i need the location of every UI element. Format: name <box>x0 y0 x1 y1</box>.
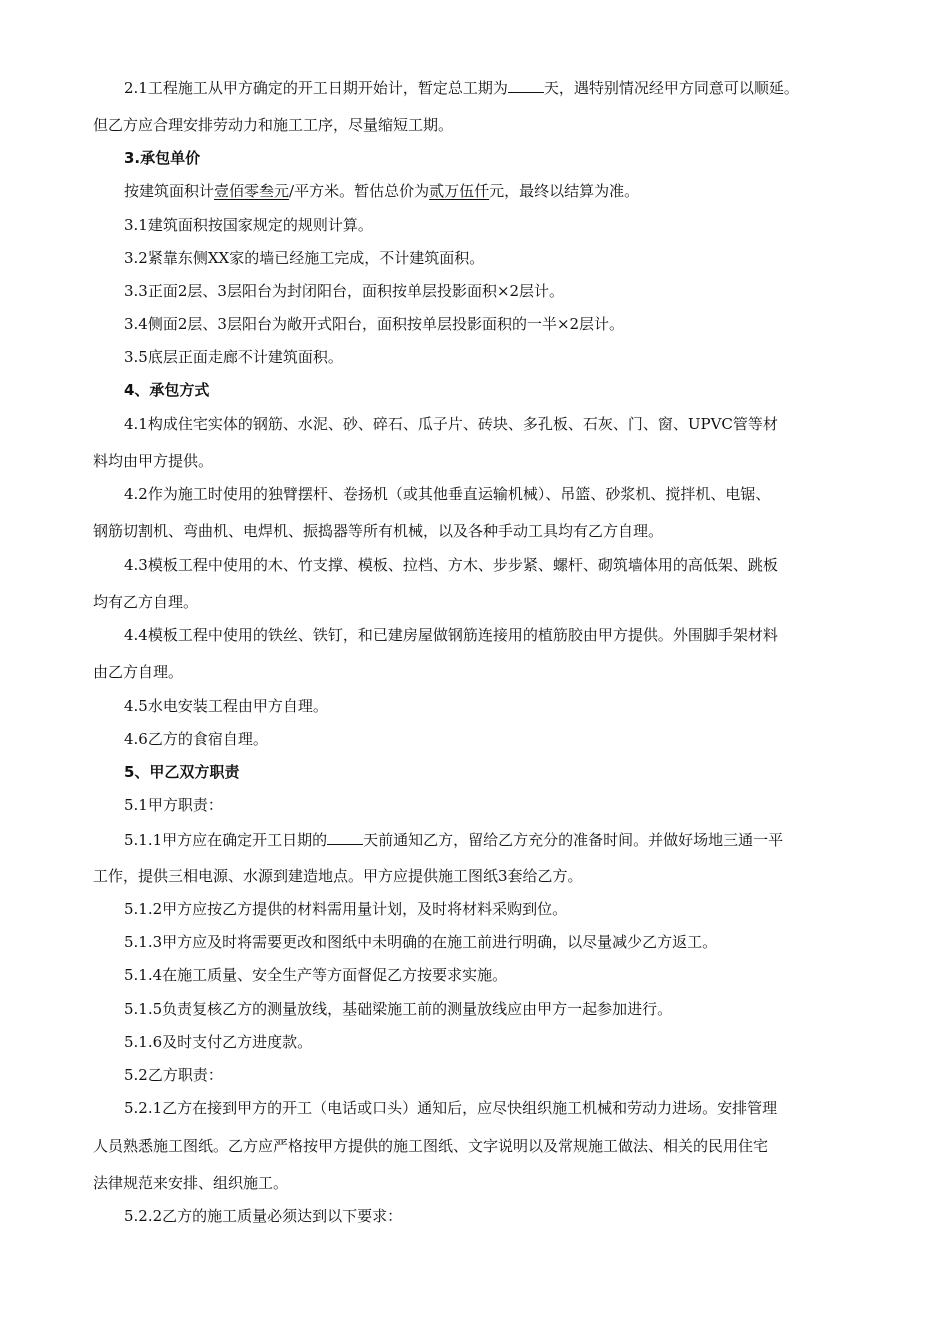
unit-price-line: 按建筑面积计壹佰零叁元/平方米。暂估总价为贰万伍仟元，最终以结算为准。 <box>124 182 640 200</box>
notice-days-blank <box>327 829 363 845</box>
section-heading-5: 5、甲乙双方职责 <box>124 763 240 781</box>
clause-4-5: 4.5水电安装工程由甲方自理。 <box>124 697 328 715</box>
clause-4-2-line-1: 4.2作为施工时使用的独臂摆杆、卷扬机（或其他垂直运输机械）、吊篮、砂浆机、搅拌机、电锯、 <box>124 485 771 503</box>
clause-4-1-line-1: 4.1构成住宅实体的钢筋、水泥、砂、碎石、瓜子片、砖块、多孔板、石灰、门、窗、UPVC管等材 <box>124 415 778 433</box>
clause-4-6: 4.6乙方的食宿自理。 <box>124 730 268 748</box>
clause-2-1-line-1: 2.1工程施工从甲方确定的开工日期开始计，暂定总工期为 天，遇特别情况经甲方同意可以顺延。 <box>124 79 799 97</box>
clause-4-3-line-1: 4.3模板工程中使用的木、竹支撑、模板、拉档、方木、步步紧、螺杆、砌筑墙体用的高低架、跳板 <box>124 556 778 574</box>
clause-5-1-2: 5.1.2甲方应按乙方提供的材料需用量计划，及时将材料采购到位。 <box>124 900 568 918</box>
clause-5-1-6: 5.1.6及时支付乙方进度款。 <box>124 1033 313 1051</box>
section-heading-4: 4、承包方式 <box>124 381 210 399</box>
clause-5-1-5: 5.1.5负责复核乙方的测量放线，基础梁施工前的测量放线应由甲方一起参加进行。 <box>124 1000 673 1018</box>
clause-4-2-line-2: 钢筋切割机、弯曲机、电焊机、振捣器等所有机械，以及各种手动工具均有乙方自理。 <box>93 522 664 540</box>
duration-blank <box>508 77 544 93</box>
clause-5-2: 5.2乙方职责： <box>124 1066 223 1084</box>
clause-3-5: 3.5底层正面走廊不计建筑面积。 <box>124 348 343 366</box>
clause-3-2: 3.2紧靠东侧XX家的墙已经施工完成，不计建筑面积。 <box>124 249 485 267</box>
clause-4-4-line-1: 4.4模板工程中使用的铁丝、铁钉，和已建房屋做钢筋连接用的植筋胶由甲方提供。外围脚手架材料 <box>124 626 778 644</box>
clause-4-4-line-2: 由乙方自理。 <box>93 663 184 681</box>
clause-3-1: 3.1建筑面积按国家规定的规则计算。 <box>124 216 373 234</box>
section-heading-3: 3.承包单价 <box>124 149 201 167</box>
total-price-value: 贰万伍仟 <box>429 182 490 200</box>
clause-5-1: 5.1甲方职责： <box>124 796 223 814</box>
clause-5-1-3: 5.1.3甲方应及时将需要更改和图纸中未明确的在施工前进行明确，以尽量减少乙方返工。 <box>124 933 718 951</box>
clause-4-1-line-2: 料均由甲方提供。 <box>93 452 214 470</box>
clause-5-2-2: 5.2.2乙方的施工质量必须达到以下要求： <box>124 1207 403 1225</box>
clause-5-2-1-line-3: 法律规范来安排、组织施工。 <box>93 1174 289 1192</box>
clause-5-2-1-line-2: 人员熟悉施工图纸。乙方应严格按甲方提供的施工图纸、文字说明以及常规施工做法、相关的民用住宅 <box>93 1137 769 1155</box>
clause-4-3-line-2: 均有乙方自理。 <box>93 593 199 611</box>
clause-5-1-1-line-1: 5.1.1甲方应在确定开工日期的 天前通知乙方，留给乙方充分的准备时间。并做好场地三通一平 <box>124 831 784 849</box>
unit-price-value: 壹佰零叁元 <box>214 182 290 200</box>
clause-5-1-1-line-2: 工作，提供三相电源、水源到建造地点。甲方应提供施工图纸3套给乙方。 <box>93 867 583 885</box>
clause-2-1-line-2: 但乙方应合理安排劳动力和施工工序，尽量缩短工期。 <box>93 116 454 134</box>
clause-5-1-4: 5.1.4在施工质量、安全生产等方面督促乙方按要求实施。 <box>124 966 508 984</box>
clause-3-3: 3.3正面2层、3层阳台为封闭阳台，面积按单层投影面积×2层计。 <box>124 282 565 300</box>
clause-3-4: 3.4侧面2层、3层阳台为敞开式阳台，面积按单层投影面积的一半×2层计。 <box>124 315 625 333</box>
clause-5-2-1-line-1: 5.2.1乙方在接到甲方的开工（电话或口头）通知后，应尽快组织施工机械和劳动力进场。安排管理 <box>124 1099 778 1117</box>
